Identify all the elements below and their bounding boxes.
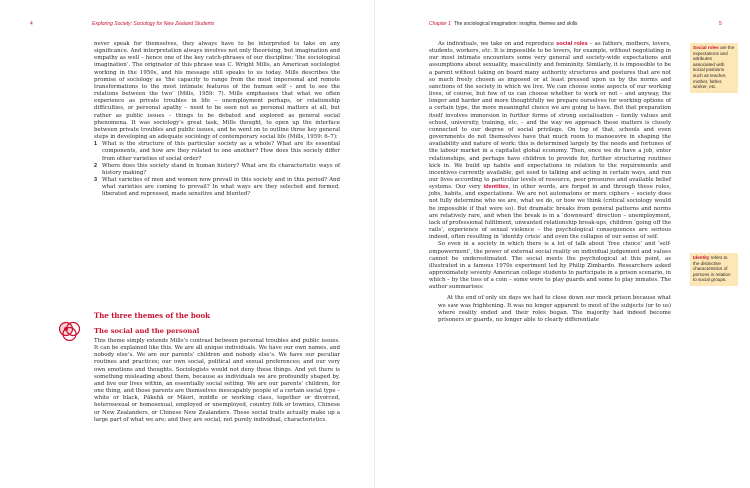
list-item: [94, 141, 340, 162]
question-number: 3: [94, 176, 98, 183]
subsection-heading: The social and the personal: [94, 327, 200, 335]
question-text: What is the structure of this particular society as a whole? What are its essential components, and how are they related to one another? How does this society differ from other varieties of social order?: [102, 141, 340, 162]
right-page-number: 5: [719, 21, 722, 27]
term-social-roles: social roles: [556, 41, 588, 47]
intro-paragraph: never speak for themselves, they always have to be interpreted to take on any significance. And interpretation always involves not only theorising, but imagination and empathy as well – hence one of the key catch-phrases of our discipline: ‘the sociological imagination’. The originator of this phrase was C. Wright Mills, an American sociologist working in the 1950s, and his message still speaks to us today. Mills describes the promise of sociology as ‘the capacity to range from the most impersonal and remote transformations to the most intimate features of the human self – and to see the relations between the two’ (Mills, 1959: 7). Mills emphasises that what we often experience as private troubles in life – unemployment perhaps, or relationship difficulties, or personal apathy – need to be seen not as personal matters at all, but rather as public issues – things to be debated and explored as general social phenomena. It was sociology’s great task, Mills thought, to open up the interface between private troubles and public issues, and he went on to outline three key general steps in developing an adequate sociology of contemporary social life (Mills, 1959: 6–7):: [94, 41, 340, 141]
left-page-number: 4: [30, 21, 33, 27]
roles-paragraph: [429, 41, 671, 241]
margin-note-social-roles: [690, 43, 738, 93]
left-body-text: [94, 41, 340, 198]
question-number: 1: [94, 141, 98, 148]
zimbardo-quote: At the end of only six days we had to close down our mock prison because what we saw was frightening. It was no longer apparent to most of the subjects (or to us) where reality ended and their roles began. The majority had indeed become prisoners or guards, no longer able to clearly differentiate: [438, 295, 671, 323]
right-page: [375, 0, 750, 488]
section-heading: The three themes of the book: [94, 311, 210, 320]
list-item: [94, 163, 340, 177]
margin-note-identity: [690, 253, 738, 286]
roles-paragraph-end: , in other words, are forged in and through these roles, jobs, habits, and expectations. We are not automatons or mere ciphers – society does not fully determine who we are, what we do, or how we think (critical sociology would be impossible if that were so). But dramatic breaks from general patterns and norms are relatively rare, and when the break is in a ‘downward’ direction – unemployment, lack of professional fulfilment, unwanted relationship break-ups, children ‘going off the rails’, experience of sexual violence – the psychological consequences are serious indeed, often resulting in ‘identity crisis’ and even the collapse of our sense of self.: [429, 184, 671, 241]
roles-paragraph-middle: – as fathers, mothers, lovers, students, workers, etc. It is impossible to be lovers, for example, without negotiating in our most intimate encounters some very general and society-wide expectations and assumptions about sexuality, masculinity and femininity. Similarly, it is impossible to be a parent without taking on board many authority structures and postures that are not so much freely chosen as imposed or at least pressed upon us by the norms and sanctions of the society in which we live. We can choose some aspects of our working lives, of course, but few of us can choose whether to work or not – and anyway, the longer and harder and more thoughtfully we prepare ourselves for working options of a certain type, the more meaningful choice we are going to have. But that preparation itself involves immersion in further forms of strong socialisation – family values and school, university, training, etc. – and the way we approach these matters is closely connected to our degree of social privilege. On top of that, schools and even governments do not themselves have that much room to manoeuvre in shaping the availability and nature of work: this is determined largely by the needs and fortunes of the labour market in a capitalist global economy. Then, once we do have a job, enter relationships, and perhaps have children to provide for, further structuring routines kick in. We build up habits and expectations in relation to the requirements and incentives currently available, get used to talking and acting in certain ways, and run our lives according to particular levels of resource, peer pressures and available belief systems. Our very: [429, 41, 671, 191]
margin-note-term: Social roles: [693, 45, 719, 50]
margin-note-definition: refers to the distinctive characteristics of persons in relation to social groups.: [693, 255, 731, 283]
roles-paragraph-start: As individuals, we take on and reproduce: [438, 41, 555, 47]
subsection-body-text: [94, 338, 340, 424]
right-running-head: [429, 21, 577, 27]
right-body-text: [429, 41, 671, 324]
zimbardo-paragraph: So even in a society in which there is a lot of talk about ‘free choice’ and ‘self-empowerment’, the power of external social reality on individual judgement and values cannot be underestimated. The social meets the psychological at this point, as illustrated in a famous 1970s experiment led by Philip Zimbardo. Researchers asked approximately seventy American college students to participate in a prison scenario, in which – by the toss of a coin – some were to play guards and some to play inmates. The author summarises:: [429, 241, 671, 291]
list-item: [94, 177, 340, 198]
question-text: Where does this society stand in human history? What are its characteristic ways of history making?: [102, 162, 340, 176]
question-text: What varieties of men and women now prevail in this society and in this period? And what varieties are coming to prevail? In what ways are they selected and formed, liberated and repressed, made sensitive and blunted?: [102, 176, 340, 198]
subsection-paragraph: This theme simply extends Mills’s contrast between personal troubles and public issues. It can be explained like this. We are all unique individuals. We have our own names, and nobody else’s. We are our parents’ children and nobody else’s. We have our peculiar routines and practices; our own social, political and sexual preferences; and our very own emotions and thoughts. Sociologists would not deny these things. And yet there is something misleading about them, because as individuals we are profoundly shaped by, and live our lives within, an essentially social setting. We are our parents’ children, for one thing, and those parents are themselves inescapably people of a certain social type – white or black, Pākehā or Māori, middle or working class, together or divorced, heterosexual or homosexual, employed or unemployed, country folk or townies, Chinese or New Zealanders, or Chinese New Zealanders. These social traits actually make up a large part of what we are; and they are social, not purely individual, characteristics.: [94, 338, 341, 423]
chapter-title: The sociological imagination: insights, themes and skills: [453, 21, 578, 27]
left-running-head: Exploring Society: Sociology for New Zealand Students: [92, 21, 215, 27]
term-identities: identities: [483, 184, 509, 191]
margin-note-definition: are the expectations and attributes associated with social positions such as teacher, mother, father, worker, etc.: [693, 45, 735, 90]
chapter-label: Chapter 1: [429, 21, 451, 27]
margin-note-term: Identity: [693, 255, 710, 260]
question-number: 2: [94, 162, 98, 169]
mills-questions-list: [94, 141, 340, 198]
three-themes-circles-icon: [58, 321, 88, 341]
